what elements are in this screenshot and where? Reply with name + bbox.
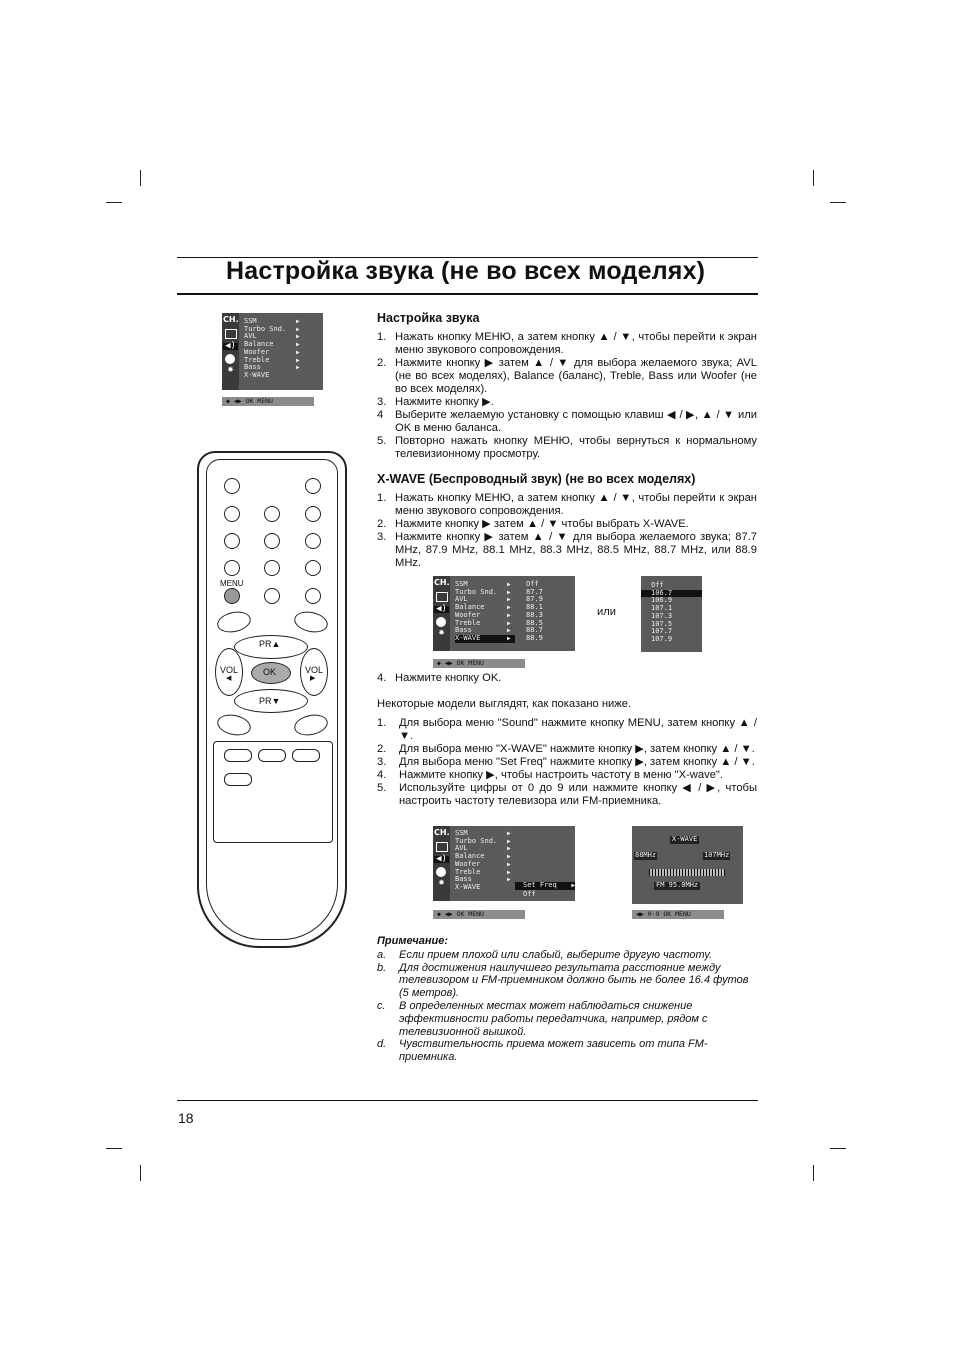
number-button[interactable]	[305, 506, 321, 522]
color-button[interactable]	[258, 749, 286, 762]
freq-option: 87.9	[526, 595, 543, 604]
menu-item: SSM	[244, 317, 257, 325]
osd-sidebar	[433, 576, 450, 651]
pr-up-label: PR▲	[259, 639, 281, 649]
menu-item: Bass	[455, 875, 472, 884]
osd-freq-list	[526, 581, 543, 643]
ch-icon: CH.	[434, 828, 450, 837]
star-icon: ✸	[227, 364, 234, 376]
freq-option: 88.3	[526, 610, 543, 619]
crop-mark	[830, 202, 846, 203]
xwave-title: X-WAVE	[672, 835, 698, 843]
footer-rule	[177, 1100, 758, 1101]
menu-item: Turbo Snd.	[455, 836, 498, 845]
list-item: 4. Нажмите кнопку OK.	[377, 672, 502, 684]
menu-item: X-WAVE	[244, 370, 270, 379]
list-item: 2. Для выбора меню "X-WAVE" нажмите кнопку ▶, затем кнопку ▲ / ▼.	[377, 743, 755, 755]
menu-item: AVL	[244, 332, 257, 341]
list-item: 2. Нажмите кнопку ▶ затем ▲ / ▼ чтобы выбрать X-WAVE.	[377, 518, 689, 530]
ch-icon: CH.	[223, 315, 239, 324]
freq-option-selected: 106.7	[641, 590, 702, 598]
osd-nav-bar: ◀▶ 0-9 OK MENU	[632, 910, 724, 919]
menu-item: Woofer	[455, 610, 481, 619]
freq-option: 106.9	[651, 596, 673, 605]
menu-item: Bass	[244, 363, 261, 372]
list-item: 5. Повторно нажать кнопку МЕНЮ, чтобы вернуться к нормальному телевизионному просмотру.	[377, 435, 757, 460]
list-item: 3. Нажмите кнопку ▶.	[377, 396, 494, 408]
tuning-scale	[649, 869, 725, 876]
clock-icon	[436, 617, 446, 627]
list-item: 5. Используйте цифры от 0 до 9 или нажмите кнопку ◀ / ▶, чтобы настроить частоту телевизора или FM-приемника.	[377, 782, 757, 807]
list-item: d. Чувствительность приема может зависеть от типа FM-приемника.	[377, 1038, 708, 1064]
vol-left-arrow: ◀	[226, 675, 232, 682]
osd-freq-alt	[641, 576, 702, 652]
tv-icon	[225, 329, 237, 339]
number-button[interactable]	[305, 533, 321, 549]
mute-button[interactable]	[305, 478, 321, 494]
menu-item: Balance	[455, 852, 485, 861]
crop-mark	[813, 170, 814, 186]
freq-option: Off	[526, 580, 539, 588]
menu-button[interactable]	[224, 588, 240, 604]
list-item: 3. Нажмите кнопку ▶ затем ▲ / ▼ для выбора желаемого звука; 87.7 MHz, 87.9 MHz, 88.1 MHz, 88.3 MHz, 88.5 MHz, 88.7 MHz, или 88.9 MHz.	[377, 531, 757, 569]
title-bottom-rule	[177, 293, 758, 295]
page-title: Настройка звука (не во всех моделях)	[226, 257, 706, 285]
list-item: 1. Нажать кнопку МЕНЮ, а затем кнопку ▲ / ▼, чтобы перейти к экран меню звукового сопровождения.	[377, 492, 757, 517]
osd-nav-bar: ◆ ◀▶ OK MENU	[433, 659, 525, 668]
crop-mark	[106, 202, 122, 203]
section-xwave	[377, 473, 757, 570]
crop-mark	[830, 1148, 846, 1149]
number-button[interactable]	[264, 506, 280, 522]
osd-menu-list: SSM ▶ Turbo Snd. ▶ AVL ▶ Balance ▶ Woofer ▶ Treble ▶ Bass ▶ X-WAVE	[244, 317, 300, 379]
osd-nav-bar: ◆ ◀▶ OK MENU	[433, 910, 525, 919]
tv-icon	[436, 842, 448, 852]
number-button[interactable]	[264, 533, 280, 549]
intro-text: Некоторые модели выглядят, как показано ниже.	[377, 698, 632, 710]
freq-option: 107.1	[651, 604, 673, 613]
number-button[interactable]	[305, 560, 321, 576]
menu-item: Turbo Snd.	[455, 587, 498, 596]
off-option: Off	[523, 890, 536, 898]
menu-label: MENU	[220, 579, 244, 588]
list-item: 1. Для выбора меню "Sound" нажмите кнопку MENU, затем кнопку ▲ / ▼.	[377, 717, 757, 742]
menu-item: Bass	[455, 626, 472, 635]
menu-item: AVL	[455, 595, 468, 604]
current-freq: FM 95.0MHz	[656, 881, 699, 889]
crop-mark	[106, 1148, 122, 1149]
crop-mark	[813, 1165, 814, 1181]
speaker-icon: ◀)	[434, 606, 449, 614]
freq-option: 88.1	[526, 603, 543, 612]
freq-option: 87.7	[526, 587, 543, 596]
band-low: 88MHz	[635, 851, 657, 859]
menu-item-selected: X-WAVE	[455, 633, 481, 642]
crop-mark	[140, 170, 141, 186]
tv-icon	[436, 592, 448, 602]
freq-option: 107.7	[651, 627, 673, 636]
osd-setfreq-menu	[433, 826, 575, 901]
freq-option: 88.9	[526, 633, 543, 642]
osd-xwave-tuner	[632, 826, 743, 904]
ok-label: OK	[263, 667, 277, 677]
menu-item: Balance	[455, 603, 485, 612]
menu-item: X-WAVE	[455, 882, 481, 891]
osd-freq-list	[641, 582, 702, 644]
clock-icon	[436, 867, 446, 877]
number-button[interactable]	[224, 560, 240, 576]
list-item: 3. Для выбора меню "Set Freq" нажмите кнопку ▶, затем кнопку ▲ / ▼.	[377, 756, 755, 768]
speaker-icon: ◀)	[223, 343, 238, 351]
section-xwave-cont	[377, 672, 757, 808]
star-icon: ✸	[438, 877, 445, 889]
pr-down-label: PR▼	[259, 696, 281, 706]
number-button[interactable]	[264, 560, 280, 576]
list-item: c. В определенных местах может наблюдаться снижение эффективности работы передатчика, например, рядом с телевизионной вышкой.	[377, 999, 708, 1038]
osd-sidebar	[433, 826, 450, 901]
list-item: 4 Выберите желаемую установку с помощью клавиш ◀ / ▶, ▲ / ▼ или OK в меню баланса.	[377, 409, 757, 434]
list-item: a. Если прием плохой или слабый, выберите другую частоту.	[377, 948, 713, 961]
number-button[interactable]	[305, 588, 321, 604]
color-button[interactable]	[224, 773, 252, 786]
menu-item: AVL	[455, 844, 468, 853]
freq-option: 107.9	[651, 634, 673, 643]
power-button[interactable]	[224, 478, 240, 494]
color-button[interactable]	[224, 749, 252, 762]
speaker-icon: ◀)	[434, 856, 449, 864]
vol-right-label: VOL	[305, 665, 324, 675]
menu-item: Turbo Snd.	[244, 324, 287, 333]
section-sound-setup	[377, 312, 757, 461]
band-high: 107MHz	[704, 851, 730, 859]
menu-item: SSM	[455, 580, 468, 588]
page-number: 18	[178, 1110, 194, 1126]
osd-menu-list: SSM ▶ Turbo Snd. ▶ AVL ▶ Balance ▶ Woofer ▶ Treble ▶ Bass ▶ X-WAVE	[455, 829, 511, 891]
menu-item: Woofer	[244, 347, 270, 356]
color-button[interactable]	[292, 749, 320, 762]
set-freq-option: Set Freq ▶	[515, 882, 575, 890]
osd-menu-list: SSM ▶ Turbo Snd. ▶ AVL ▶ Balance ▶ Woofer ▶ Treble ▶ Bass ▶ X-WAVE ▶	[455, 581, 515, 643]
number-button[interactable]	[224, 533, 240, 549]
set-freq-label: Set Freq	[523, 881, 557, 889]
list-item: 2. Нажмите кнопку ▶ затем ▲ / ▼ для выбора желаемого звука; AVL (не во всех моделях), Balance (баланс), Treble, Bass или Woofer (не во всех моделях).	[377, 357, 757, 395]
section-heading: Настройка звука	[377, 311, 480, 325]
menu-item: Treble	[455, 618, 481, 627]
osd-xwave-freq-menu	[433, 576, 575, 651]
menu-item: Balance	[244, 340, 274, 349]
menu-item: SSM	[455, 829, 468, 837]
menu-item: Treble	[244, 355, 270, 364]
list-item: 4. Нажмите кнопку ▶, чтобы настроить частоту в меню "X-wave".	[377, 769, 723, 781]
vol-left-label: VOL	[220, 665, 239, 675]
freq-option: 107.3	[651, 611, 673, 620]
ch-icon: CH.	[434, 578, 450, 587]
crop-mark	[140, 1165, 141, 1181]
note-block	[377, 935, 757, 1064]
freq-option: 107.5	[651, 619, 673, 628]
list-item: b. Для достижения наилучшего результата расстояние между телевизором и FM-приемником должно быть не более 16.4 футов (5 метров).	[377, 961, 749, 1000]
freq-option: 88.7	[526, 626, 543, 635]
menu-item: Woofer	[455, 859, 481, 868]
star-icon: ✸	[438, 627, 445, 639]
freq-option: 88.5	[526, 618, 543, 627]
clock-icon	[225, 354, 235, 364]
or-label: или	[597, 606, 617, 618]
number-button[interactable]	[224, 506, 240, 522]
list-item: 1. Нажать кнопку МЕНЮ, а затем кнопку ▲ / ▼, чтобы перейти к экран меню звукового сопровождения.	[377, 331, 757, 356]
number-button[interactable]	[264, 588, 280, 604]
section-heading: X-WAVE (Беспроводный звук) (не во всех моделях)	[377, 472, 696, 486]
osd-sound-menu	[222, 313, 323, 390]
menu-item: Treble	[455, 867, 481, 876]
note-heading: Примечание:	[377, 935, 449, 947]
vol-right-arrow: ▶	[310, 675, 316, 682]
osd-sidebar	[222, 313, 239, 390]
freq-option: Off	[651, 581, 664, 589]
osd-nav-bar: ◆ ◀▶ OK MENU	[222, 397, 314, 406]
